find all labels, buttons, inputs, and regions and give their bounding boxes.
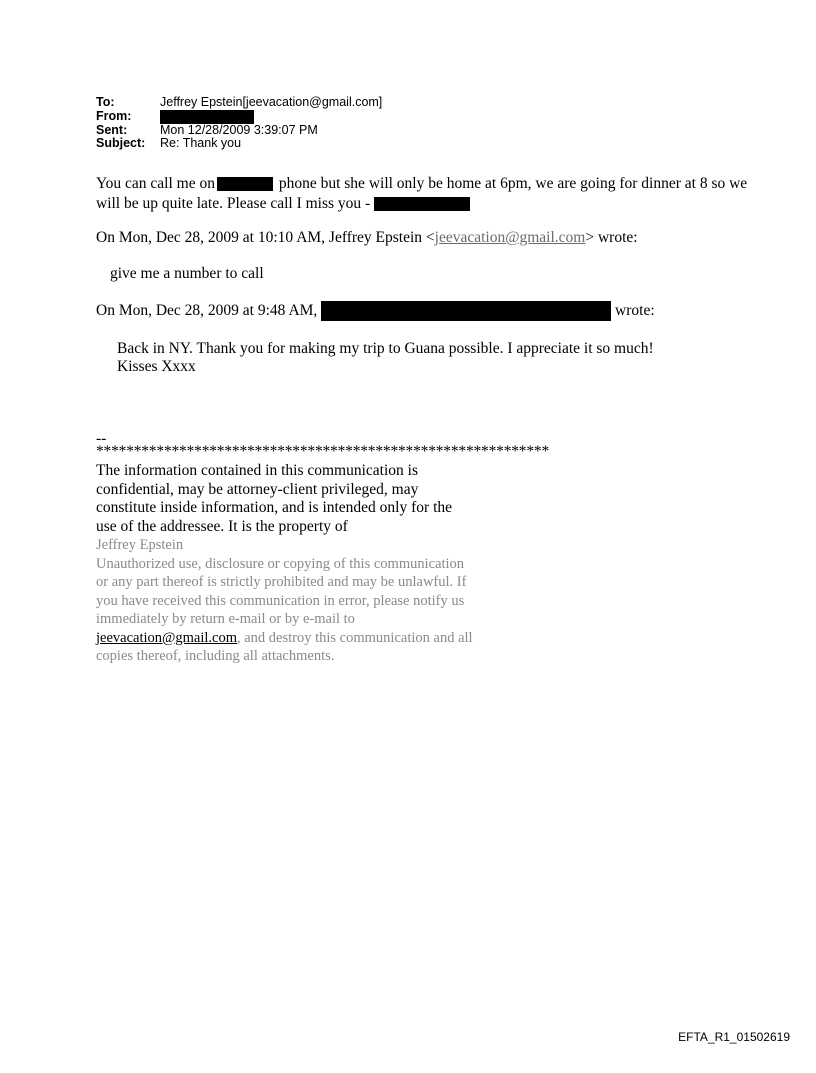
sender-redaction: [321, 301, 611, 321]
to-row: [96, 96, 382, 110]
quote1-outro: > wrote:: [585, 229, 638, 246]
unauthorized-tail: , and destroy this communication and all copies thereof, including all attachments.: [96, 629, 473, 664]
sent-label: Sent:: [96, 122, 128, 137]
quote1-intro: On Mon, Dec 28, 2009 at 10:10 AM, Jeffrey Epstein <: [96, 229, 435, 246]
quote2-intro: On Mon, Dec 28, 2009 at 9:48 AM,: [96, 302, 318, 319]
reply-text-start: You can call me on: [96, 175, 215, 192]
signoff-redaction: [374, 197, 470, 211]
quote2-outro: wrote:: [615, 302, 655, 319]
to-value: Jeffrey Epstein[jeevacation@gmail.com]: [160, 95, 383, 109]
quote2-line1: Back in NY. Thank you for making my trip to Guana possible. I appreciate it so much!: [117, 340, 654, 357]
from-row: [96, 110, 382, 124]
signature-stars: ************************************************************: [96, 443, 550, 460]
confidential-notice: The information contained in this communication is confidential, may be attorney-client privileged, may constitute inside information, and is intended only for the use of the addressee. It is the property of: [96, 462, 453, 535]
unauthorized-text: Unauthorized use, disclosure or copying of this communication or any part thereof is strictly prohibited and may be unlawful. If you have received this communication in error, please notify us immediately by return e-mail or by e-mail to: [96, 555, 467, 627]
subject-label: Subject:: [96, 136, 146, 150]
sent-row: [96, 124, 382, 138]
phone-redaction: [217, 177, 273, 191]
sent-value: Mon 12/28/2009 3:39:07 PM: [160, 122, 318, 137]
quote2-line2: Kisses Xxxx: [117, 358, 196, 375]
subject-row: [96, 137, 382, 151]
reply-paragraph: [96, 174, 756, 214]
owner-name: Jeffrey Epstein: [96, 537, 184, 553]
quote1-text: give me a number to call: [110, 265, 264, 282]
reply-text-rest: phone but she will only be home at 6pm, we are going for dinner at 8 so we will be up quite late. Please call I miss you -: [96, 175, 748, 212]
quote1-header: [96, 228, 638, 248]
subject-value: Re: Thank you: [160, 136, 242, 150]
from-redaction: [160, 110, 254, 124]
signature-dashes: --: [96, 430, 107, 447]
quote1-email-link[interactable]: jeevacation@gmail.com: [434, 229, 586, 246]
email-header: [96, 96, 382, 151]
notice-email-link[interactable]: jeevacation@gmail.com: [96, 629, 237, 646]
quote2-body: [117, 340, 654, 376]
quote2-header: [96, 301, 655, 321]
confidentiality-signature: [96, 432, 576, 666]
from-label: From:: [96, 108, 132, 123]
document-id: EFTA_R1_01502619: [678, 1030, 790, 1044]
unauthorized-notice: [96, 555, 476, 666]
to-label: To:: [96, 95, 115, 109]
